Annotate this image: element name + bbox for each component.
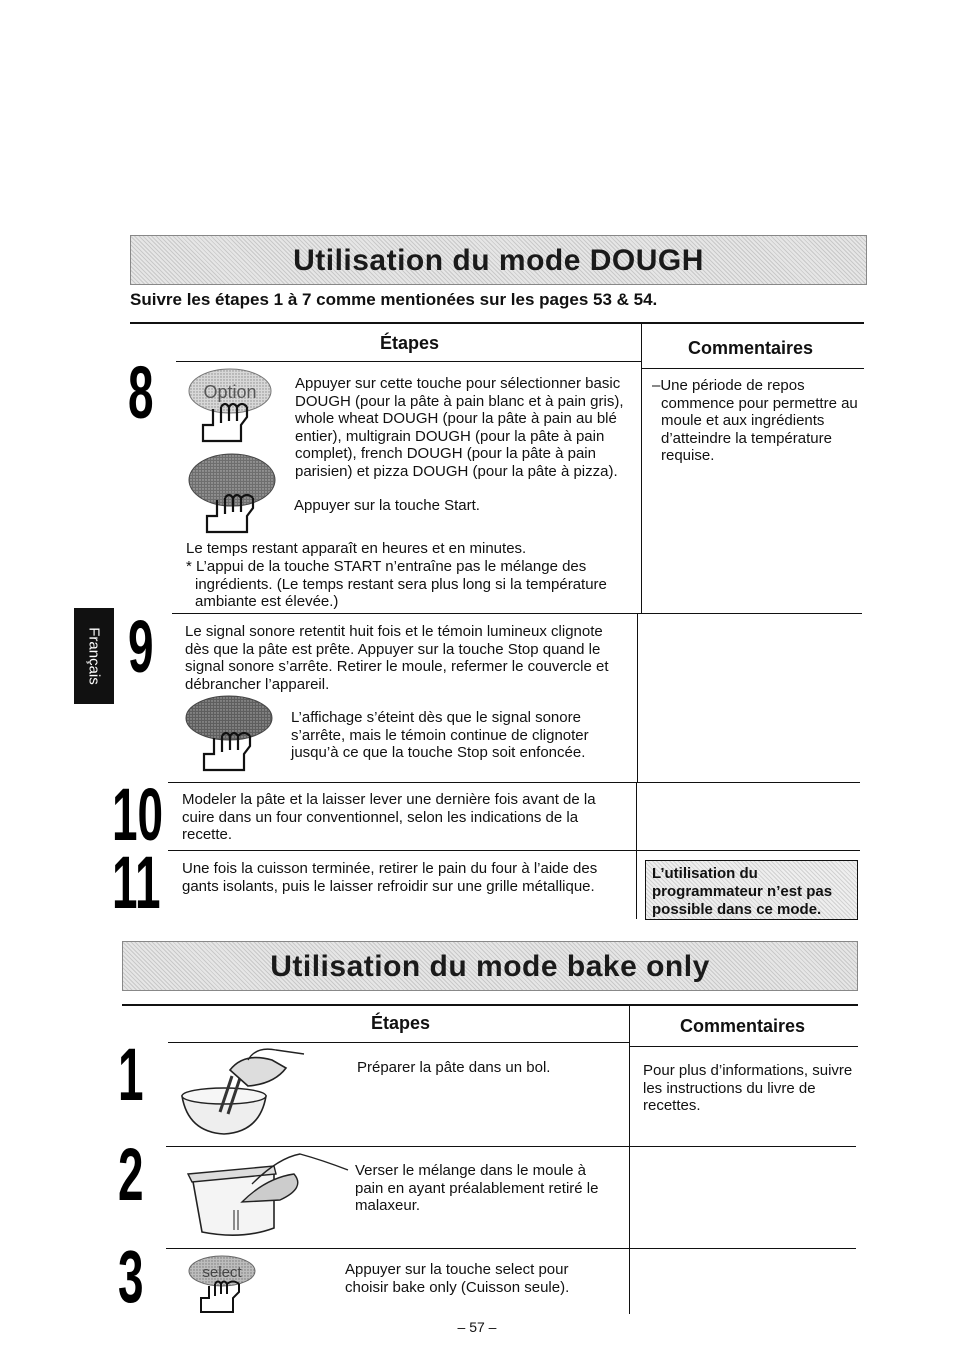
step-8-text-3: Le temps restant apparaît en heures et en minutes. — [186, 540, 527, 557]
step-8-text-1: Appuyer sur cette touche pour sélectionner basic DOUGH (pour la pâte à pain blanc et à pain gris), whole wheat DOUGH (pour la pâte à pain au blé entier), multigrain DOUGH (pour la pâte à pain complet), french DOUGH (pour la pâte à pain parisien) et pizza DOUGH (pour la pâte à pizza). — [295, 375, 624, 480]
mixing-bowl-icon — [176, 1046, 308, 1138]
dough-title: Utilisation du mode DOUGH — [293, 244, 704, 277]
bake-step-3-text: Appuyer sur la touche select pour choisir bake only (Cuisson seule). — [345, 1261, 570, 1296]
bake-column-divider — [629, 1006, 630, 1314]
bake-step-2-number: 2 — [118, 1133, 144, 1216]
svg-text:Option: Option — [203, 382, 257, 402]
step-10-number: 10 — [112, 773, 164, 856]
bake-title: Utilisation du mode bake only — [270, 950, 710, 983]
dough-steps-header: Étapes — [380, 333, 440, 353]
step-10-column-divider — [636, 783, 637, 919]
step-11-number: 11 — [112, 841, 161, 924]
dough-header-rule-left — [176, 361, 641, 362]
start-button-icon[interactable] — [187, 452, 277, 534]
page-number: – 57 – — [457, 1319, 497, 1335]
dough-top-rule — [130, 322, 864, 324]
step-8-number: 8 — [128, 351, 154, 434]
bake-title-banner — [122, 941, 858, 991]
step-8-text-2: Appuyer sur la touche Start. — [294, 497, 480, 514]
select-button-label: select — [202, 1264, 242, 1281]
bake-step-1-number: 1 — [118, 1033, 144, 1116]
bake-step-1-bottom-rule — [166, 1146, 856, 1147]
step-9-text-2: L’affichage s’éteint dès que le signal sonore s’arrête, mais le témoin continue de clignoter jusqu’à ce que la touche Stop soit enfoncée. — [291, 709, 589, 761]
bake-header-rule-right — [629, 1046, 858, 1047]
bake-comments-header: Commentaires — [680, 1016, 806, 1036]
step-9-bottom-rule — [168, 782, 860, 783]
step-10-bottom-rule — [168, 850, 860, 851]
language-tab — [74, 608, 114, 704]
option-button-icon[interactable] — [187, 367, 273, 445]
step-10-text: Modeler la pâte et la laisser lever une dernière fois avant de la cuire dans un four conventionnel, selon les indications de la recette. — [182, 791, 596, 843]
stop-button-icon[interactable] — [184, 694, 276, 772]
step-9-text-1: Le signal sonore retentit huit fois et le témoin lumineux clignote dès que la pâte est prête. Appuyer sur la touche Stop quand le signal sonore s’arrête. Retirer le moule, refermer le couvercle et débrancher l’appareil. — [185, 623, 609, 693]
dough-title-banner — [130, 235, 867, 285]
bake-header-rule-left — [168, 1042, 629, 1043]
select-button-icon[interactable] — [187, 1254, 257, 1314]
language-tab-label: Français — [85, 627, 103, 685]
bake-step-1-comment: Pour plus d’informations, suivre les instructions du livre de recettes. — [643, 1062, 853, 1114]
dough-header-rule-right — [641, 368, 864, 369]
bake-top-rule — [122, 1004, 858, 1006]
step-11-note: L’utilisation du programmateur n’est pas possible dans ce mode. — [645, 860, 858, 920]
step-9-column-divider — [637, 614, 638, 782]
step-8-comment: –Une période de repos commence pour permettre au moule et aux ingrédients d’atteindre la température requise. — [652, 377, 858, 464]
bread-pan-icon — [182, 1148, 350, 1242]
dough-subtitle: Suivre les étapes 1 à 7 comme mentionées sur les pages 53 & 54. — [130, 290, 658, 309]
dough-comments-header: Commentaires — [688, 338, 814, 358]
bake-steps-header: Étapes — [371, 1013, 431, 1033]
bake-step-2-text: Verser le mélange dans le moule à pain en ayant préalablement retiré le malaxeur. — [355, 1162, 599, 1214]
bake-step-2-bottom-rule — [166, 1248, 856, 1249]
bake-step-1-text: Préparer la pâte dans un bol. — [357, 1059, 551, 1076]
step-9-number: 9 — [128, 605, 154, 688]
step-8-bottom-rule — [172, 613, 862, 614]
bake-step-3-number: 3 — [118, 1235, 144, 1318]
step-8-text-4: * L’appui de la touche START n’entraîne pas le mélange des ingrédients. (Le temps restant sera plus long si la température ambiante est élevée.) — [186, 558, 607, 610]
step-11-text: Une fois la cuisson terminée, retirer le pain du four à l’aide des gants isolants, puis le laisser refroidir sur une grille métallique. — [182, 860, 598, 895]
